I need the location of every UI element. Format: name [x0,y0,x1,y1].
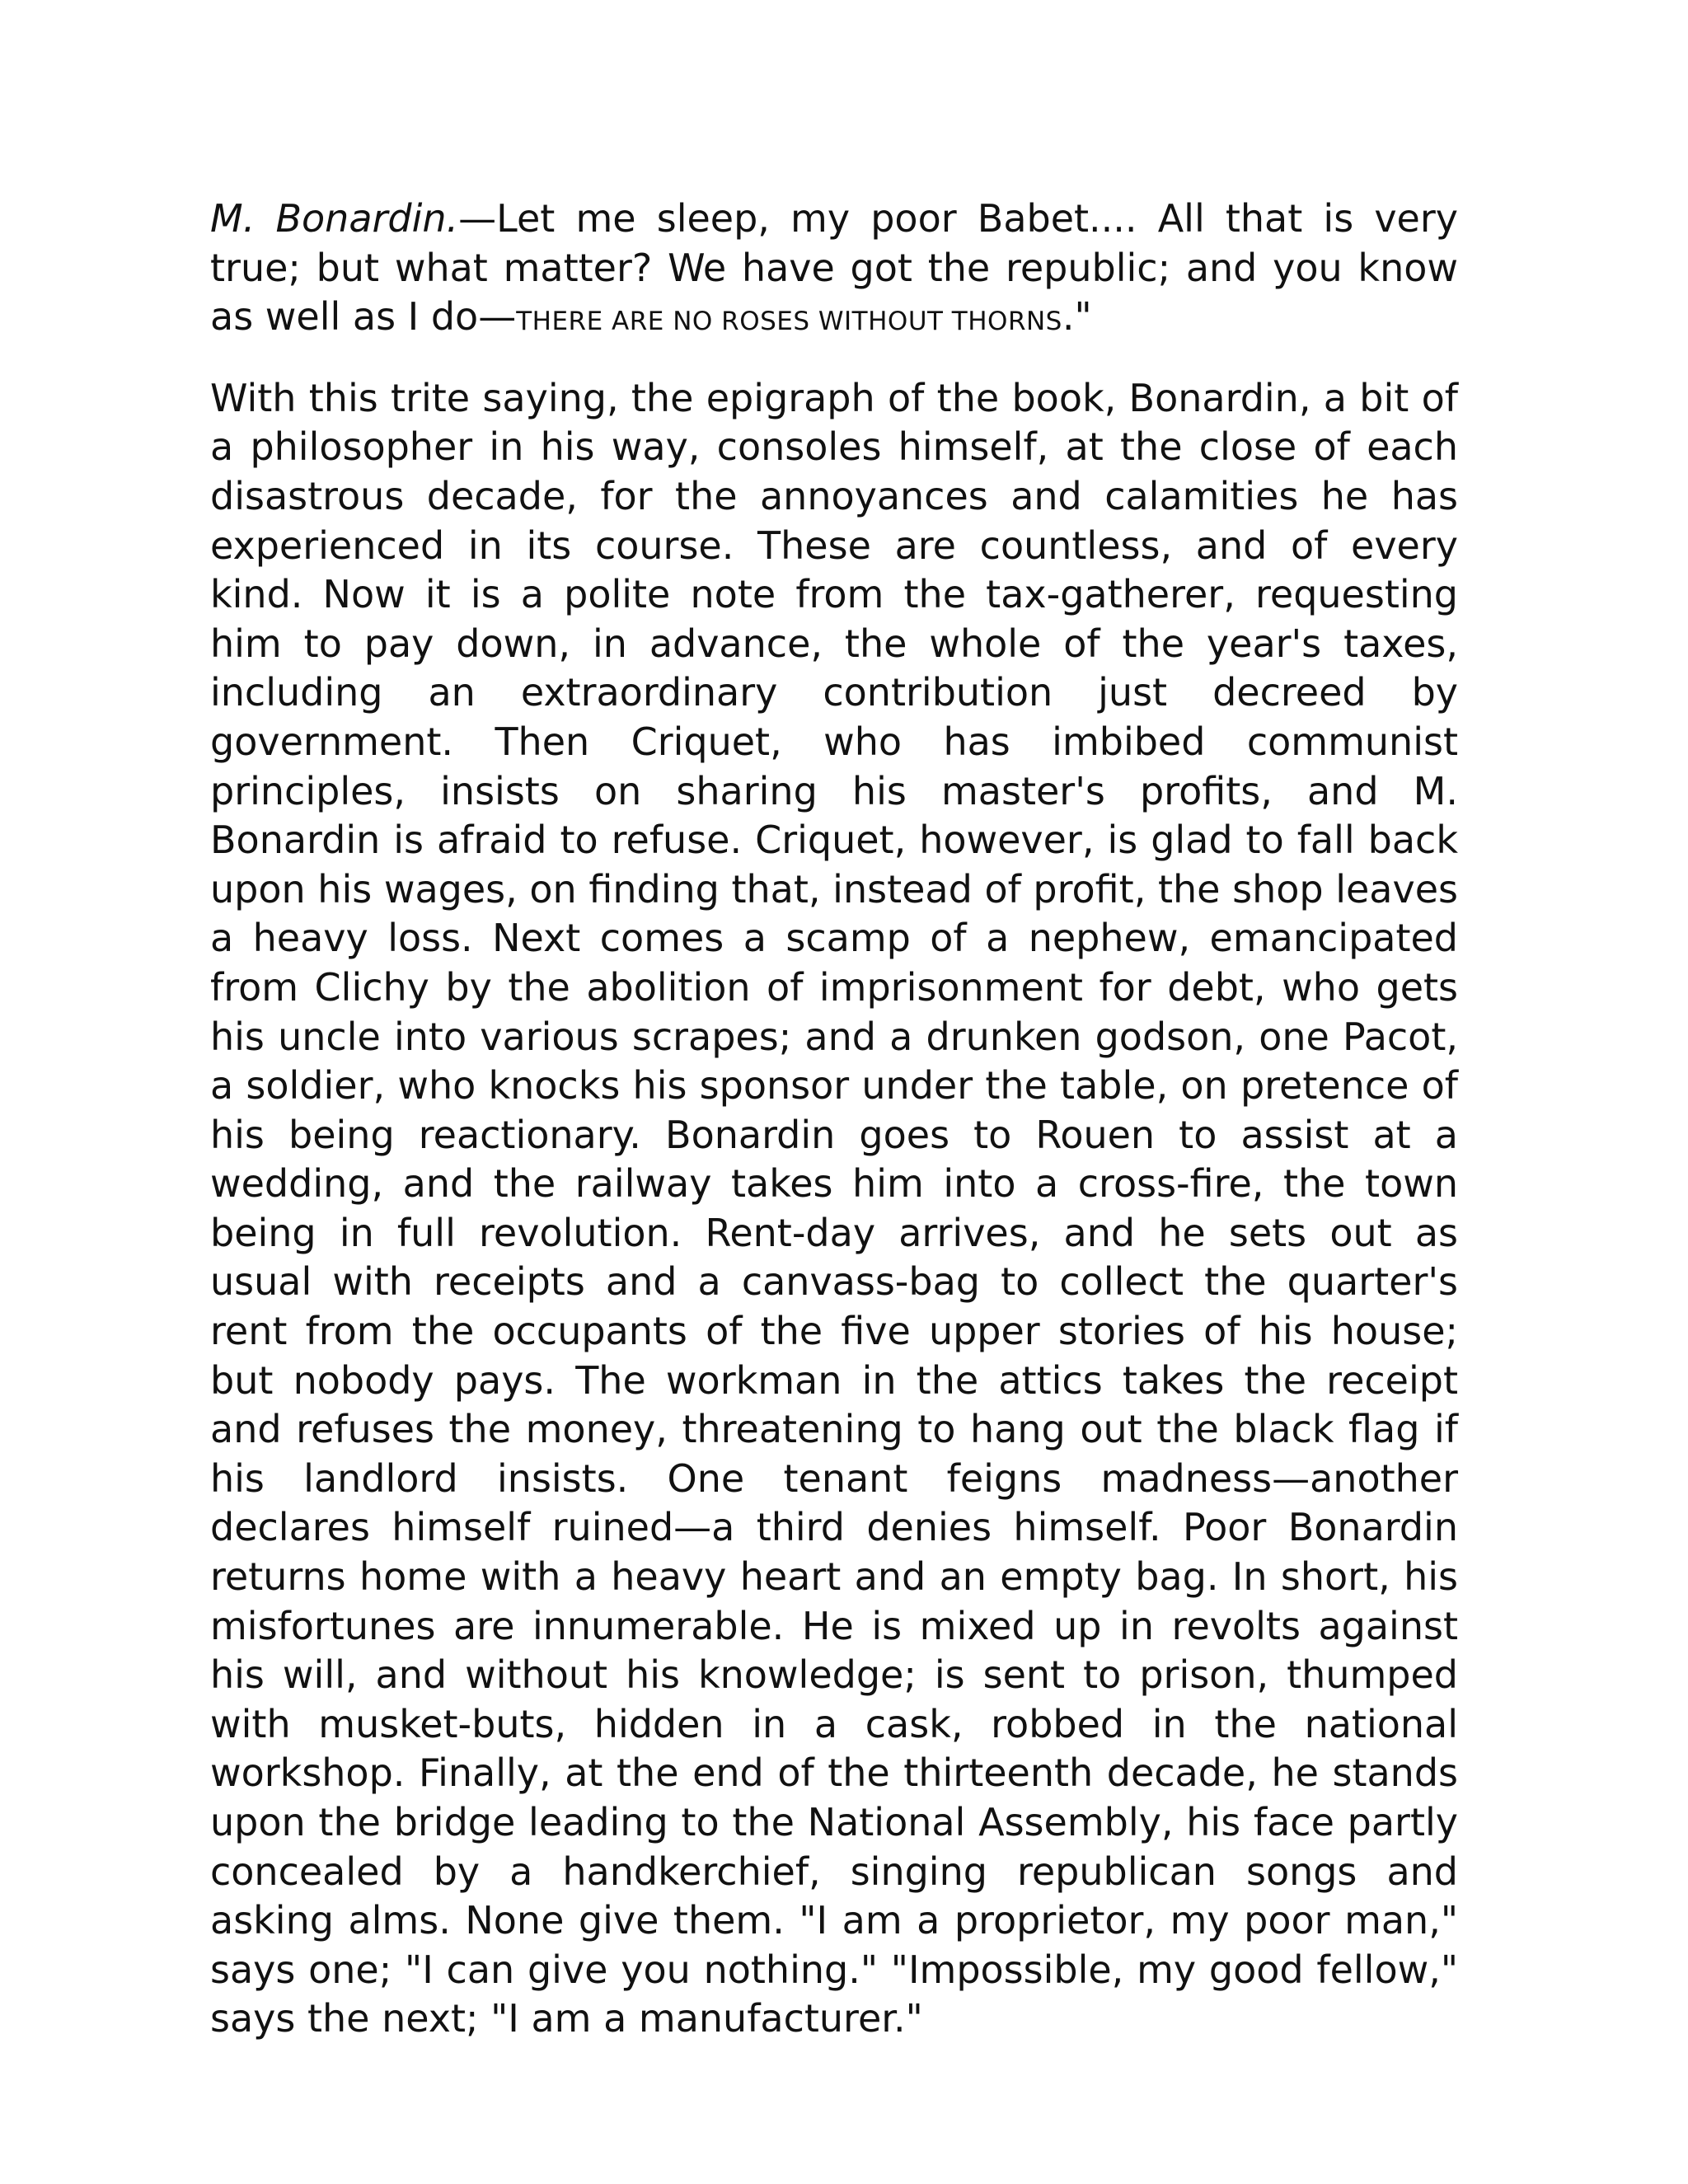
speaker-name: M. Bonardin. [210,196,459,241]
dialogue-small-caps: THERE ARE NO ROSES WITHOUT THORNS [516,307,1062,337]
dialogue-paragraph [210,194,1458,347]
dialogue-text: —Let me sleep, my poor Babet.... All that is very true; but what matter? We have got the republic; and you know as well as I do— [210,196,1458,340]
dialogue-closing: ." [1062,294,1092,340]
document-page [210,194,1458,2044]
body-paragraph: With this trite saying, the epigraph of the book, Bonardin, a bit of a philosopher in his way, consoles himself, at the close of each disastrous decade, for the annoyances and calamities he has experienced in its course. These are countless, and of every kind. Now it is a polite note from the tax-gatherer, requesting him to pay down, in advance, the whole of the year's taxes, including an extraordinary contribution just decreed by government. Then Criquet, who has imbibed communist principles, insists on sharing his master's profits, and M. Bonardin is afraid to refuse. Criquet, however, is glad to fall back upon his wages, on finding that, instead of profit, the shop leaves a heavy loss. Next comes a scamp of a nephew, emancipated from Clichy by the abolition of imprisonment for debt, who gets his uncle into various scrapes; and a drunken godson, one Pacot, a soldier, who knocks his sponsor under the table, on pretence of his being reactionary. Bonardin goes to Rouen to assist at a wedding, and the railway takes him into a cross-fire, the town being in full revolution. Rent-day arrives, and he sets out as usual with receipts and a canvass-bag to collect the quarter's rent from the occupants of the five upper stories of his house; but nobody pays. The workman in the attics takes the receipt and refuses the money, threatening to hang out the black flag if his landlord insists. One tenant feigns madness—another declares himself ruined—a third denies himself. Poor Bonardin returns home with a heavy heart and an empty bag. In short, his misfortunes are innumerable. He is mixed up in revolts against his will, and without his knowledge; is sent to prison, thumped with musket-buts, hidden in a cask, robbed in the national workshop. Finally, at the end of the thirteenth decade, he stands upon the bridge leading to the National Assembly, his face partly concealed by a handkerchief, singing republican songs and asking alms. None give them. "I am a proprietor, my poor man," says one; "I can give you nothing." "Impossible, my good fellow," says the next; "I am a manufacturer." [210,375,1458,2041]
